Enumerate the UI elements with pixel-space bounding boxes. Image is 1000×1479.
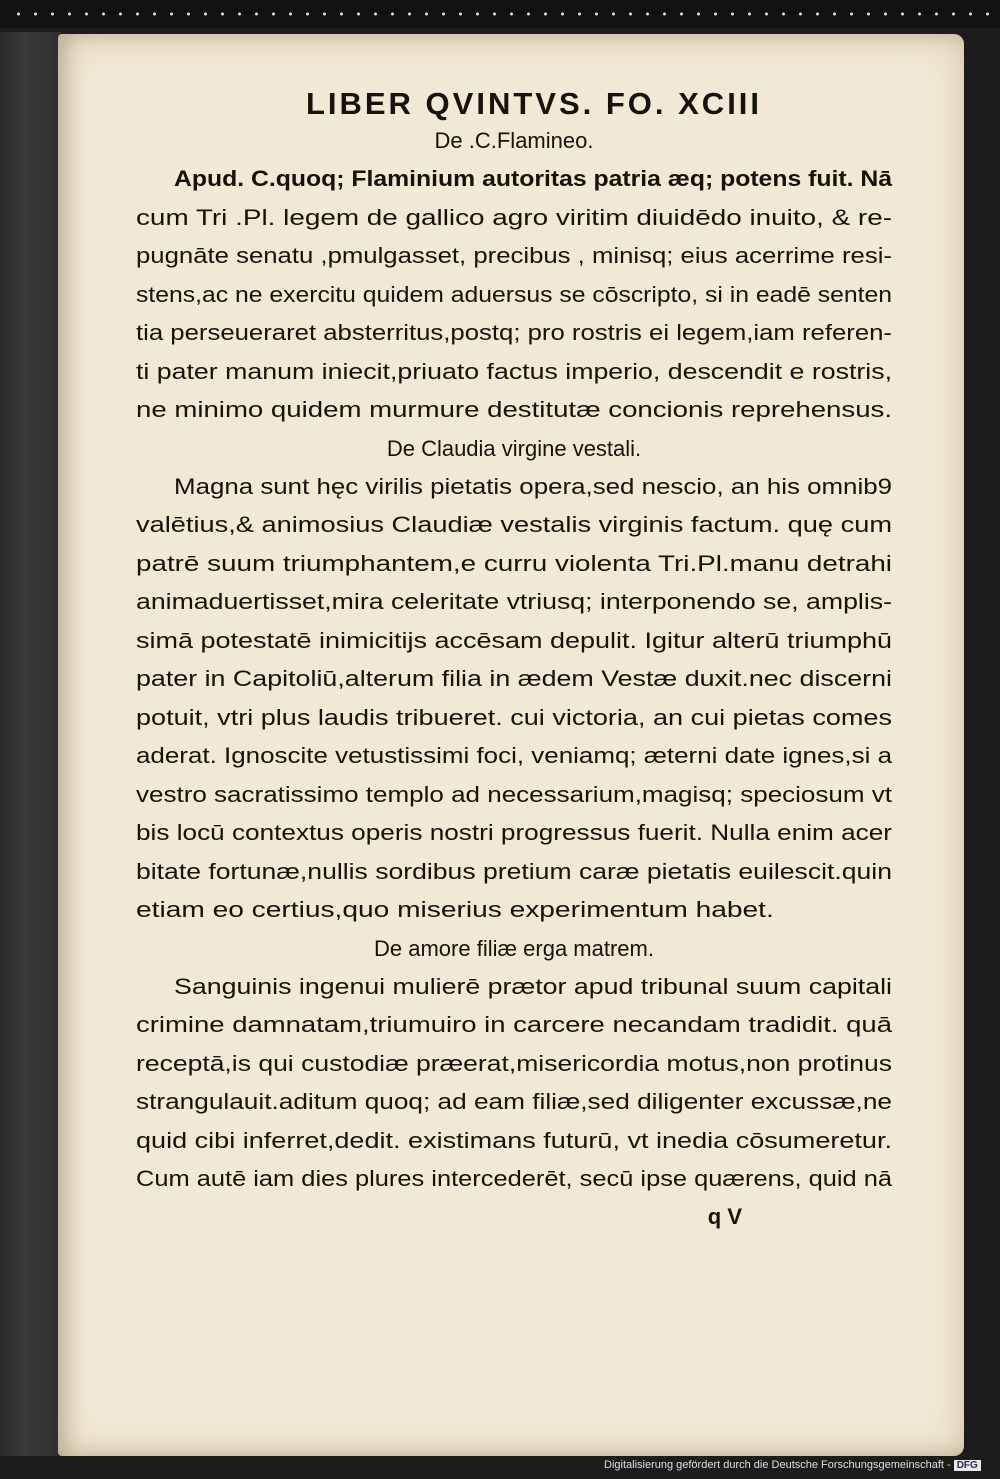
text-line: cum Tri .Pl. legem de gallico agro viritim diuidēdo inuito, & re-: [136, 204, 892, 230]
text-line: receptā,is qui custodiæ præerat,misericordia motus,non protinus: [136, 1050, 892, 1076]
text-line: pater in Capitoliū,alterum filia in ædem Vestæ duxit.nec discerni: [136, 666, 892, 691]
text-line: etiam eo certius,quo miserius experimentum habet.: [136, 897, 774, 922]
text-line: valētius,& animosius Claudiæ vestalis virginis factum. quę cum: [136, 512, 892, 537]
paragraph-flamineo: [136, 160, 892, 430]
perforation-dots: [10, 12, 990, 16]
paragraph-claudia: [136, 468, 892, 930]
text-line: simā potestatē inimicitijs accēsam depulit. Igitur alterū triumphū: [136, 627, 892, 653]
text-line: pugnāte senatu ,pmulgasset, precibus , minisq; eius acerrime resi-: [136, 243, 892, 268]
text-line: potuit, vtri plus laudis tribueret. cui victoria, an cui pietas comes: [136, 704, 892, 730]
paragraph-amore: [136, 968, 892, 1199]
signature-mark: q V: [707, 1203, 742, 1229]
text-line: animaduertisset,mira celeritate vtriusq; interponendo se, amplis-: [136, 589, 892, 614]
document-page: [58, 34, 964, 1456]
book-edge: [0, 32, 62, 1456]
text-line: Sanguinis ingenui mulierē prætor apud tribunal suum capitali: [174, 973, 892, 999]
page-text: [136, 86, 892, 1235]
text-line: aderat. Ignoscite vetustissimi foci, veniamq; æterni date ignes,si a: [136, 743, 892, 768]
text-line: stens,ac ne exercitu quidem aduersus se cōscripto, si in eadē senten: [136, 281, 892, 307]
page-header: LIBER QVINTVS. FO. XCIII: [305, 86, 763, 121]
text-line: Cum autē iam dies plures intercederēt, secū ipse quærens, quid nā: [136, 1166, 892, 1191]
section-title-flamineo: De .C.Flamineo.: [434, 128, 594, 153]
scanner-top-bar: [0, 0, 1000, 28]
text-line: vestro sacratissimo templo ad necessarium,magisq; speciosum vt: [136, 781, 892, 807]
footer-text: Digitalisierung gefördert durch die Deutsche Forschungsgemeinschaft -: [604, 1459, 951, 1471]
text-line: ne minimo quidem murmure destitutæ concionis reprehensus.: [136, 397, 892, 422]
text-line: bis locū contextus operis nostri progressus fuerit. Nulla enim acer: [136, 820, 892, 845]
text-line: strangulauit.aditum quoq; ad eam filiæ,sed diligenter excussæ,ne: [136, 1089, 892, 1114]
dfg-logo: DFG: [954, 1460, 981, 1471]
text-line: ti pater manum iniecit,priuato factus imperio, descendit e rostris,: [136, 358, 892, 384]
text-line: tia perseueraret absterritus,postq; pro rostris ei legem,iam referen-: [136, 320, 892, 345]
section-title-amore: De amore filiæ erga matrem.: [374, 935, 654, 961]
text-line: Apud. C.quoq; Flaminium autoritas patria æq; potens fuit. Nā: [174, 166, 892, 191]
text-line: patrē suum triumphantem,e curru violenta Tri.Pl.manu detrahi: [136, 550, 892, 576]
text-line: quid cibi inferret,dedit. existimans futurū, vt inedia cōsumeretur.: [136, 1127, 893, 1153]
funding-footer: [604, 1459, 981, 1471]
text-line: crimine damnatam,triumuiro in carcere necandam tradidit. quā: [136, 1012, 892, 1037]
section-title-claudia: De Claudia virgine vestali.: [386, 435, 642, 461]
text-line: bitate fortunæ,nullis sordibus pretium caræ pietatis euilescit.quin: [136, 858, 892, 884]
text-line: Magna sunt hęc virilis pietatis opera,sed nescio, an his omnib9: [174, 473, 893, 499]
